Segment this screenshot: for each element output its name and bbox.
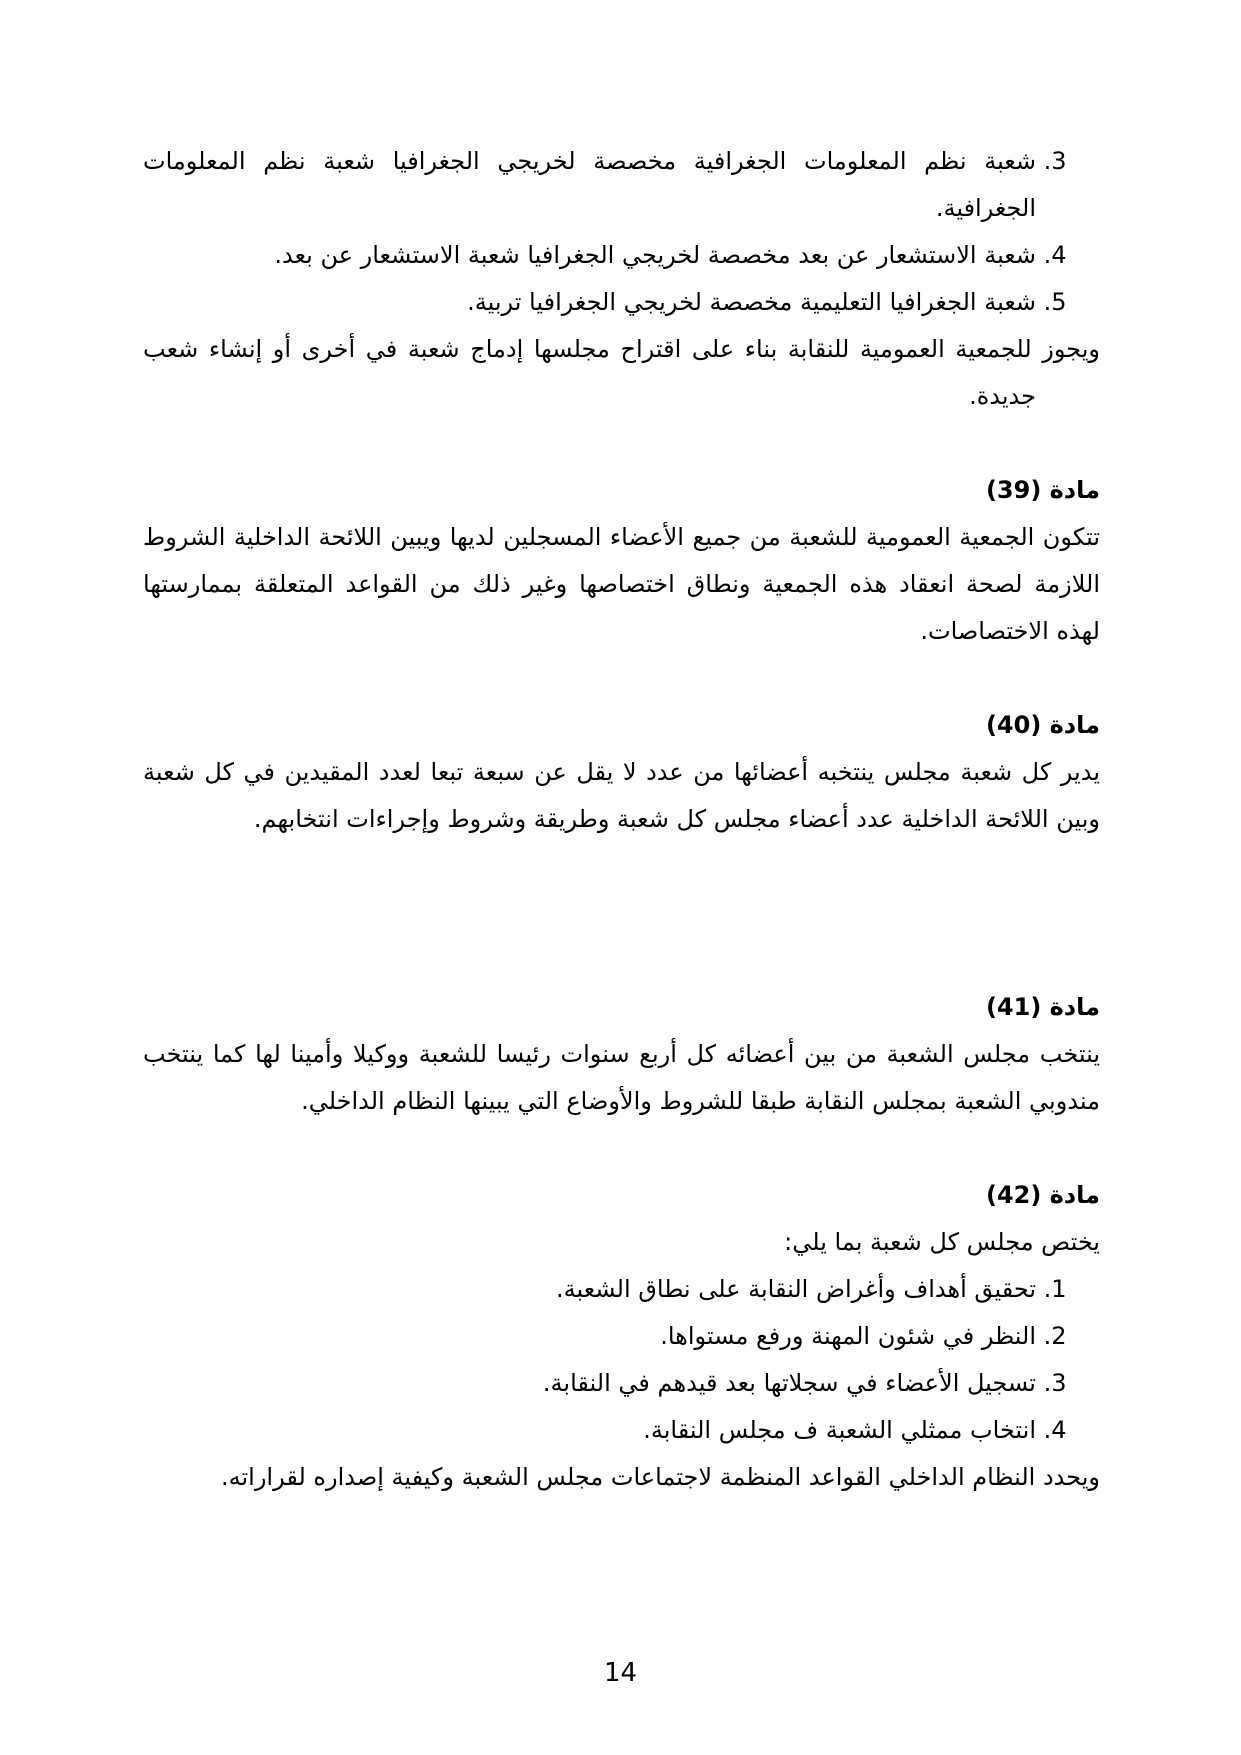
branches-list	[143, 138, 1100, 326]
article-41-body: ينتخب مجلس الشعبة من بين أعضائه كل أربع سنوات رئيسا للشعبة ووكيلا وأمينا لها كما ينتخب مندوبي الشعبة بمجلس النقابة طبقا للشروط والأوضاع التي يبينها النظام الداخلي.	[143, 1040, 1100, 1115]
list-item: 3. تسجيل الأعضاء في سجلاتها بعد قيدهم في النقابة.	[143, 1360, 1036, 1407]
article-39-body: تتكون الجمعية العمومية للشعبة من جميع الأعضاء المسجلين لديها ويبين اللائحة الداخلية الشروط اللازمة لصحة انعقاد هذه الجمعية ونطاق اختصاصها وغير ذلك من القواعد المتعلقة بممارستها لهذه الاختصاصات.	[143, 523, 1100, 645]
article-40	[143, 702, 1100, 843]
article-39	[143, 467, 1100, 655]
article-41	[143, 984, 1100, 1125]
article-42-title: مادة (42)	[985, 1181, 1100, 1209]
list-item: 1. تحقيق أهداف وأغراض النقابة على نطاق الشعبة.	[143, 1266, 1036, 1313]
article-42-intro: يختص مجلس كل شعبة بما يلي:	[784, 1228, 1100, 1256]
merge-paragraph: ويجوز للجمعية العمومية للنقابة بناء على اقتراح مجلسها إدماج شعبة في أخرى أو إنشاء شعب جديدة.	[143, 335, 1100, 410]
page-number: 14	[603, 1658, 638, 1688]
article-41-title: مادة (41)	[985, 993, 1100, 1021]
list-item: 3. شعبة نظم المعلومات الجغرافية مخصصة لخريجي الجغرافيا شعبة نظم المعلومات الجغرافية.	[143, 138, 1036, 232]
list-item: 2. النظر في شئون المهنة ورفع مستواها.	[143, 1313, 1036, 1360]
page-content	[143, 138, 1100, 1501]
list-item: 4. شعبة الاستشعار عن بعد مخصصة لخريجي الجغرافيا شعبة الاستشعار عن بعد.	[143, 232, 1036, 279]
list-item: 5. شعبة الجغرافيا التعليمية مخصصة لخريجي الجغرافيا تربية.	[143, 279, 1036, 326]
article-39-title: مادة (39)	[985, 476, 1100, 504]
article-40-title: مادة (40)	[985, 711, 1100, 739]
article-40-body: يدير كل شعبة مجلس ينتخبه أعضائها من عدد لا يقل عن سبعة تبعا لعدد المقيدين في كل شعبة وبين اللائحة الداخلية عدد أعضاء مجلس كل شعبة وطريقة وشروط وإجراءات انتخابهم.	[143, 758, 1100, 833]
article-42-list	[143, 1266, 1100, 1454]
article-42	[143, 1172, 1100, 1501]
article-42-closing: ويحدد النظام الداخلي القواعد المنظمة لاجتماعات مجلس الشعبة وكيفية إصداره لقراراته.	[220, 1463, 1100, 1491]
list-item: 4. انتخاب ممثلي الشعبة ف مجلس النقابة.	[143, 1407, 1036, 1454]
